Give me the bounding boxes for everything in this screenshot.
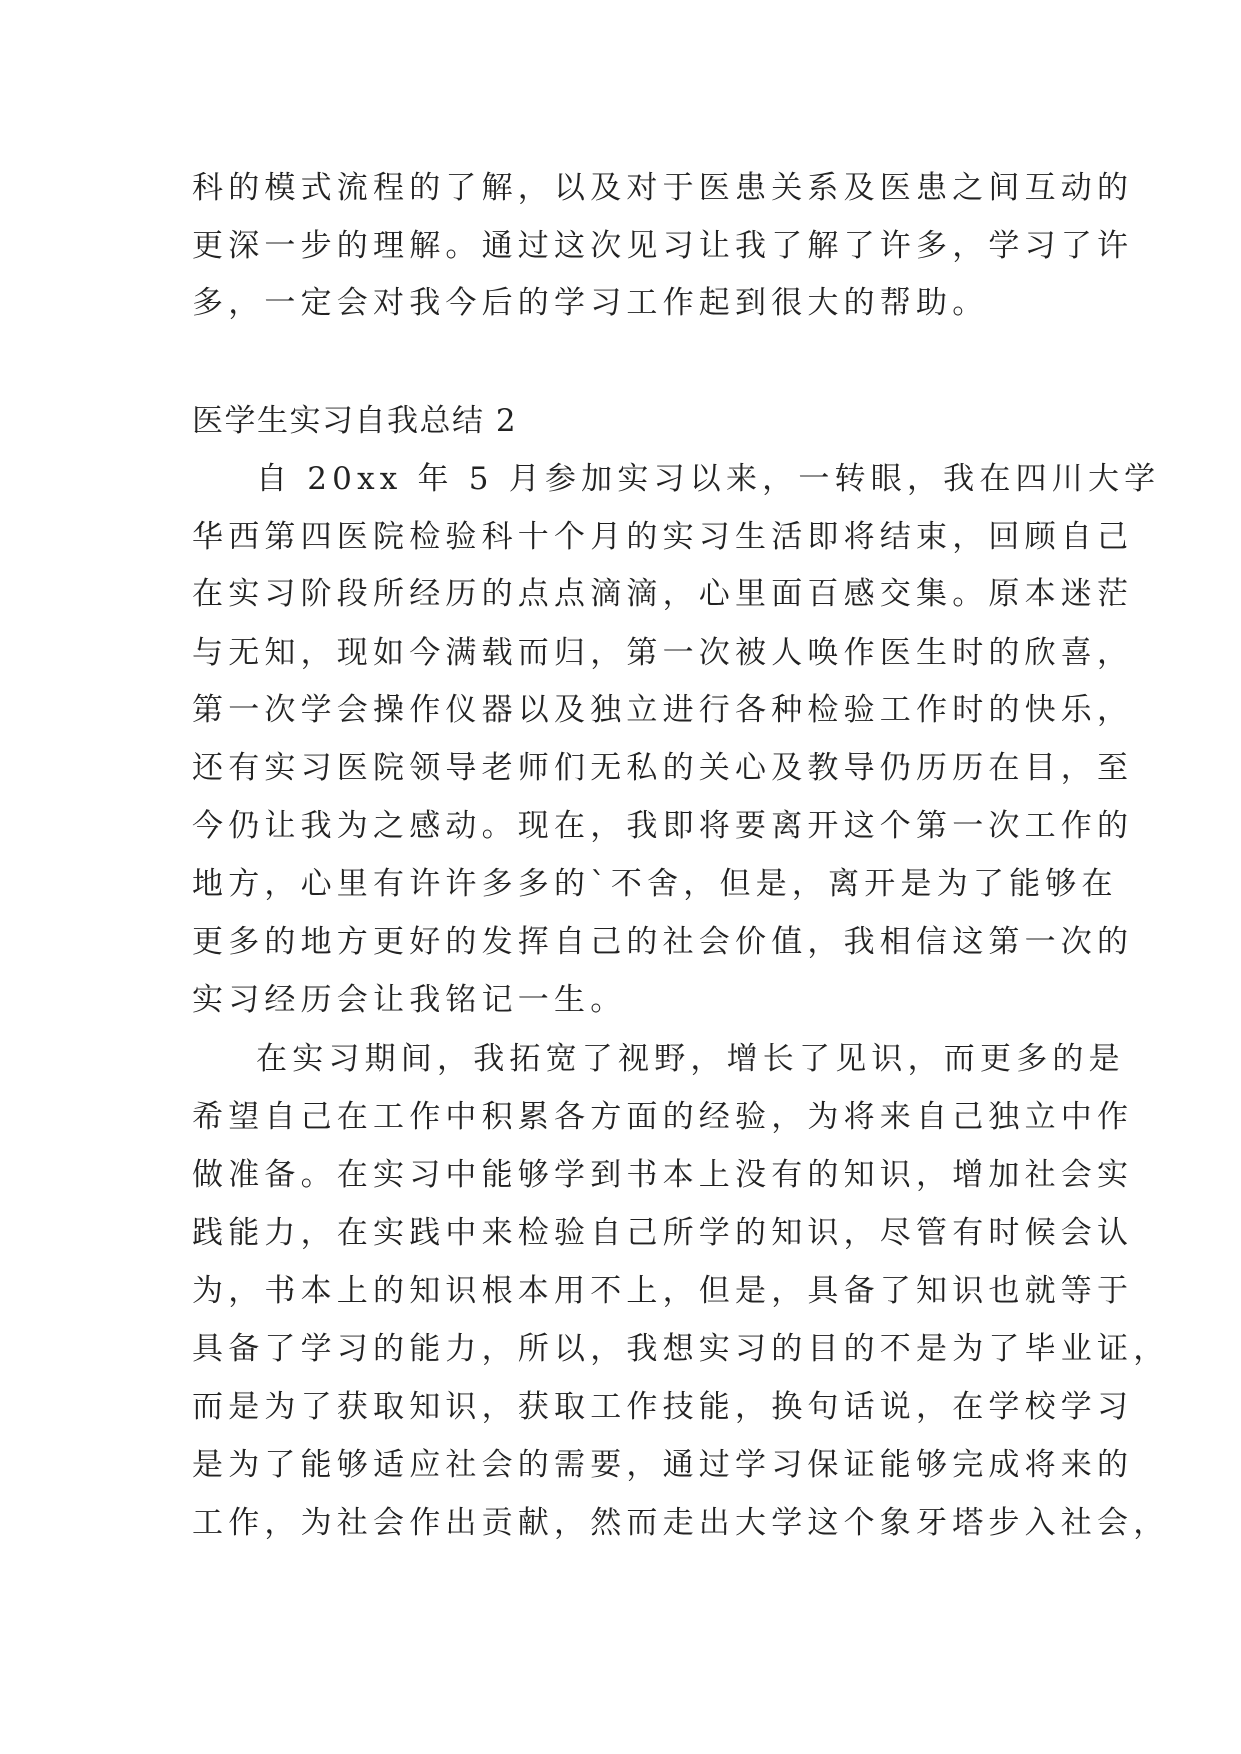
opening-line: 科的模式流程的了解，以及对于医患关系及医患之间互动的 (192, 170, 1134, 206)
paragraph-line: 做准备。在实习中能够学到书本上没有的知识，增加社会实 (192, 1157, 1134, 1193)
paragraph-line: 华西第四医院检验科十个月的实习生活即将结束，回顾自己 (192, 519, 1134, 555)
paragraph-line: 实习经历会让我铭记一生。 (192, 982, 627, 1018)
paragraph-line: 地方，心里有许许多多的`不舍，但是，离开是为了能够在 (192, 866, 1118, 902)
paragraph-line: 自 20xx 年 5 月参加实习以来，一转眼，我在四川大学 (256, 461, 1161, 497)
paragraph-line: 而是为了获取知识，获取工作技能，换句话说，在学校学习 (192, 1389, 1134, 1425)
opening-line: 更深一步的理解。通过这次见习让我了解了许多，学习了许 (192, 228, 1134, 264)
paragraph-line: 还有实习医院领导老师们无私的关心及教导仍历历在目，至 (192, 750, 1134, 786)
paragraph-line: 希望自己在工作中积累各方面的经验，为将来自己独立中作 (192, 1099, 1134, 1135)
paragraph-line: 与无知，现如今满载而归，第一次被人唤作医生时的欣喜， (192, 635, 1134, 671)
paragraph-line: 具备了学习的能力，所以，我想实习的目的不是为了毕业证， (192, 1331, 1170, 1367)
paragraph-line: 践能力，在实践中来检验自己所学的知识，尽管有时候会认 (192, 1215, 1134, 1251)
paragraph-line: 更多的地方更好的发挥自己的社会价值，我相信这第一次的 (192, 924, 1134, 960)
paragraph-line: 今仍让我为之感动。现在，我即将要离开这个第一次工作的 (192, 808, 1134, 844)
paragraph-line: 是为了能够适应社会的需要，通过学习保证能够完成将来的 (192, 1447, 1134, 1483)
paragraph-line: 在实习阶段所经历的点点滴滴，心里面百感交集。原本迷茫 (192, 576, 1134, 612)
paragraph-line: 工作，为社会作出贡献，然而走出大学这个象牙塔步入社会， (192, 1505, 1170, 1541)
section-heading: 医学生实习自我总结 2 (192, 403, 518, 439)
paragraph-line: 为，书本上的知识根本用不上，但是，具备了知识也就等于 (192, 1273, 1134, 1309)
paragraph-line: 第一次学会操作仪器以及独立进行各种检验工作时的快乐， (192, 692, 1134, 728)
opening-line: 多，一定会对我今后的学习工作起到很大的帮助。 (192, 285, 989, 321)
paragraph-line: 在实习期间，我拓宽了视野，增长了见识，而更多的是 (256, 1041, 1125, 1077)
